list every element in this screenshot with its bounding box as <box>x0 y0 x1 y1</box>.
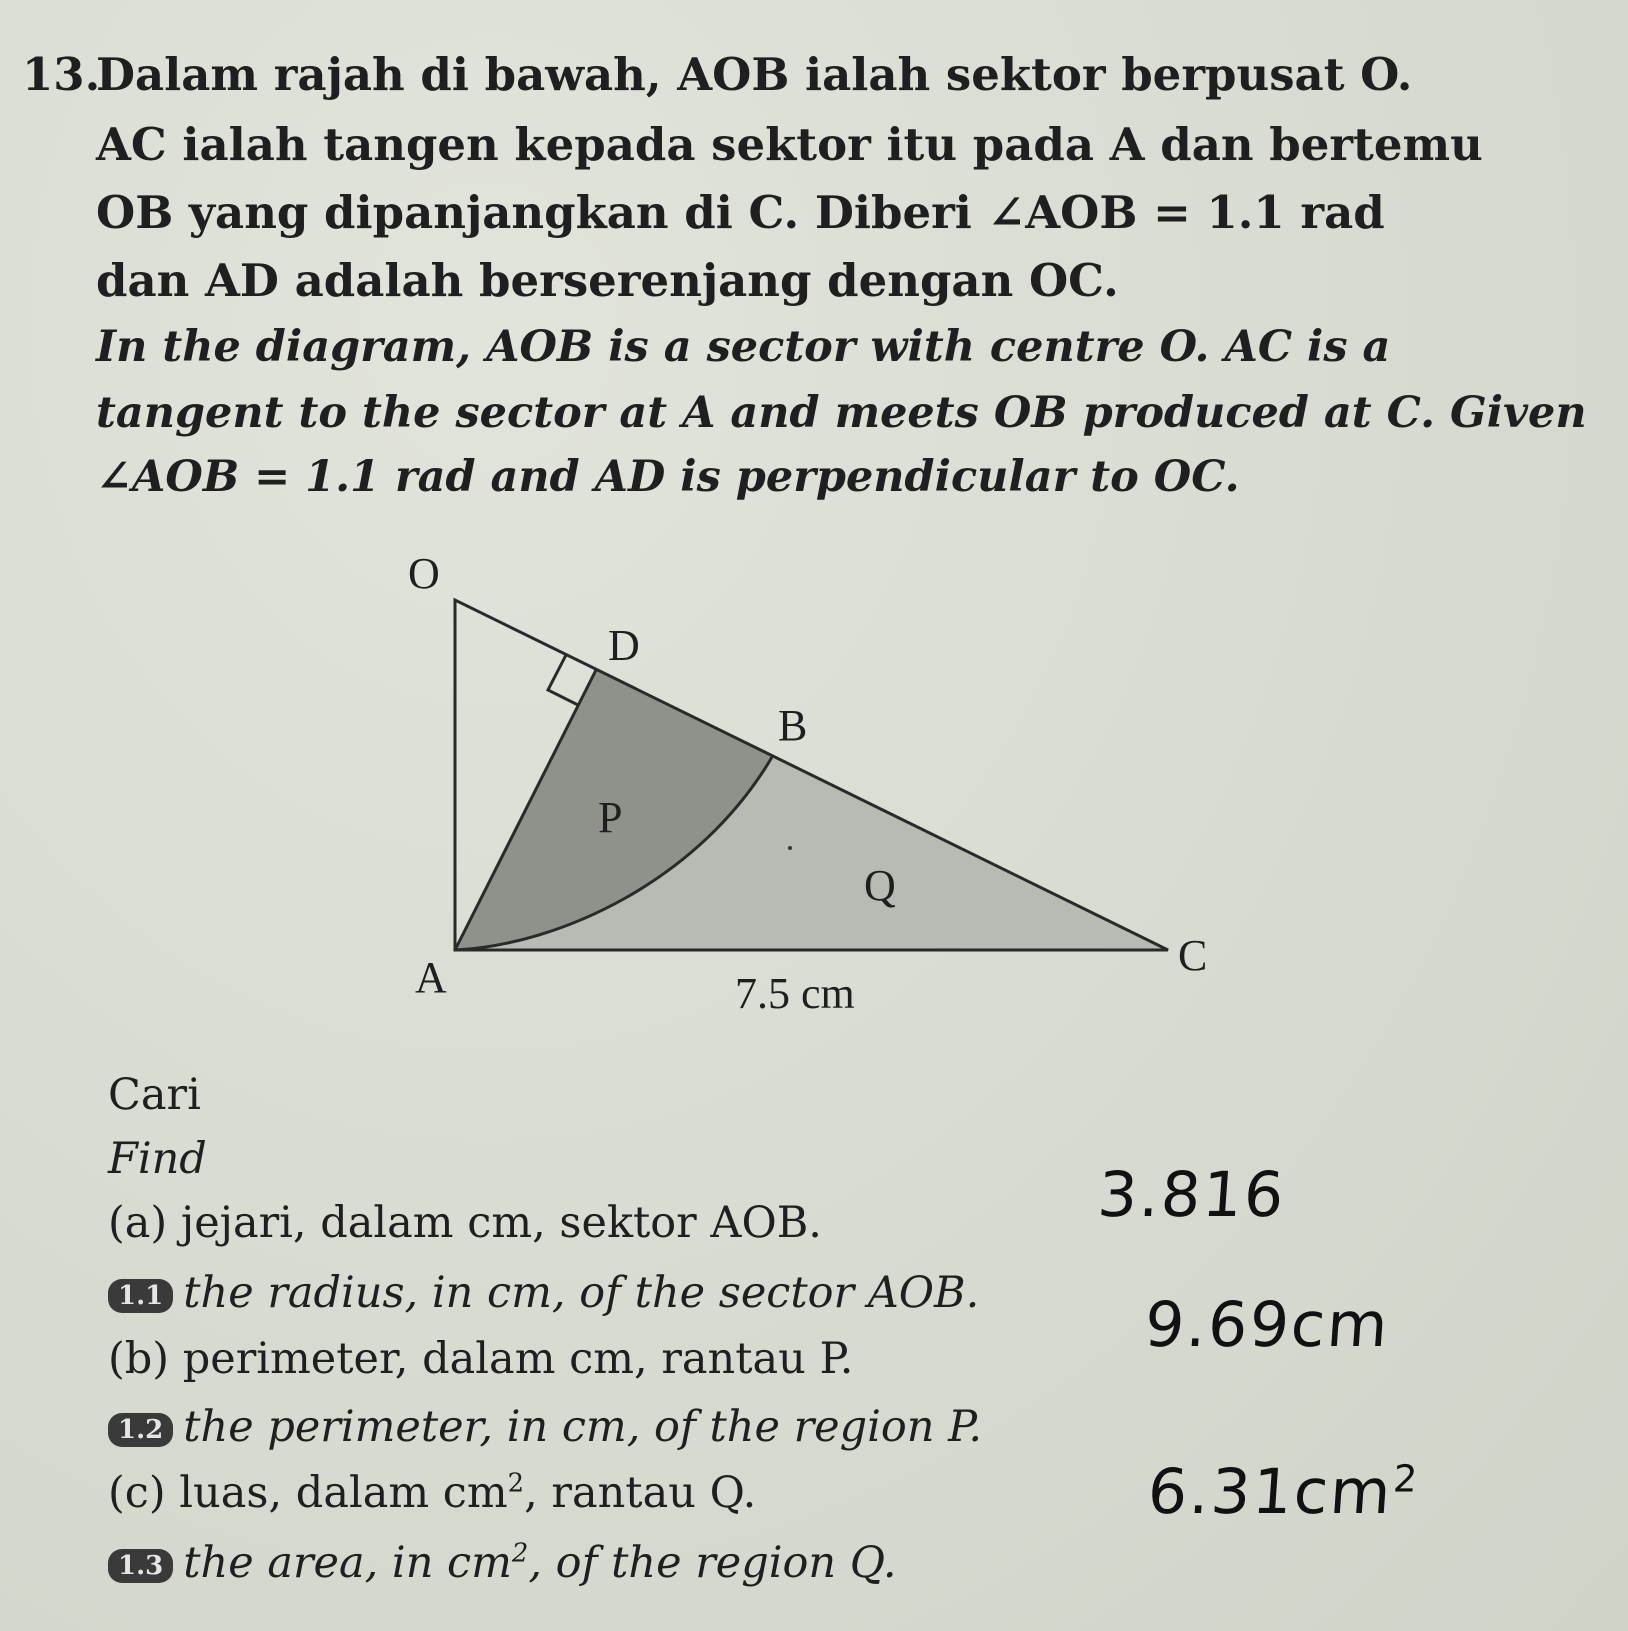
part-a-malay: (a) jejari, dalam cm, sektor AOB. <box>108 1198 822 1248</box>
label-p: P <box>598 793 623 842</box>
tag-1-3: 1.3 <box>108 1549 173 1583</box>
label-a: A <box>415 953 447 1002</box>
part-a-english: 1.1 the radius, in cm, of the sector AOB. <box>108 1268 979 1318</box>
part-c-malay: (c) luas, dalam $cm^2$, rantau Q. <box>108 1468 757 1518</box>
label-length-ac: 7.5 cm <box>735 969 855 1018</box>
tag-1-2: 1.2 <box>108 1413 173 1447</box>
dot-mark <box>788 846 792 850</box>
label-o: O <box>408 549 440 598</box>
label-b: B <box>778 701 808 750</box>
tag-1-1: 1.1 <box>108 1279 173 1313</box>
handwritten-answer-c: $6.31cm^2$ <box>1145 1455 1421 1528</box>
english-line-2: tangent to the sector at A and meets OB produced at C. Given <box>96 388 1587 438</box>
handwritten-answer-b: 9.69cm <box>1142 1288 1393 1361</box>
label-d: D <box>608 621 640 670</box>
handwritten-answer-a: 3.816 <box>1095 1158 1289 1231</box>
english-line-1: In the diagram, AOB is a sector with centre O. AC is a <box>96 322 1391 372</box>
malay-line-1: Dalam rajah di bawah, AOB ialah sektor berpusat O. <box>96 48 1413 101</box>
part-b-malay: (b) perimeter, dalam cm, rantau P. <box>108 1334 854 1384</box>
english-line-3: ∠AOB = 1.1 rad and AD is perpendicular to OC. <box>96 452 1240 502</box>
part-b-english: 1.2 the perimeter, in cm, of the region P. <box>108 1402 982 1452</box>
find-label-english: Find <box>108 1134 207 1184</box>
label-c: C <box>1178 931 1208 980</box>
right-angle-marker <box>548 655 578 705</box>
malay-line-3: OB yang dipanjangkan di C. Diberi ∠AOB = 1.1 rad <box>96 186 1385 239</box>
label-q: Q <box>864 861 896 910</box>
part-c-english: 1.3 the area, in $cm^2$, of the region Q. <box>108 1538 897 1588</box>
malay-line-2: AC ialah tangen kepada sektor itu pada A dan bertemu <box>96 118 1483 171</box>
malay-line-4: dan AD adalah berserenjang dengan OC. <box>96 254 1119 307</box>
find-label-malay: Cari <box>108 1070 201 1120</box>
question-number: 13. <box>22 48 101 101</box>
